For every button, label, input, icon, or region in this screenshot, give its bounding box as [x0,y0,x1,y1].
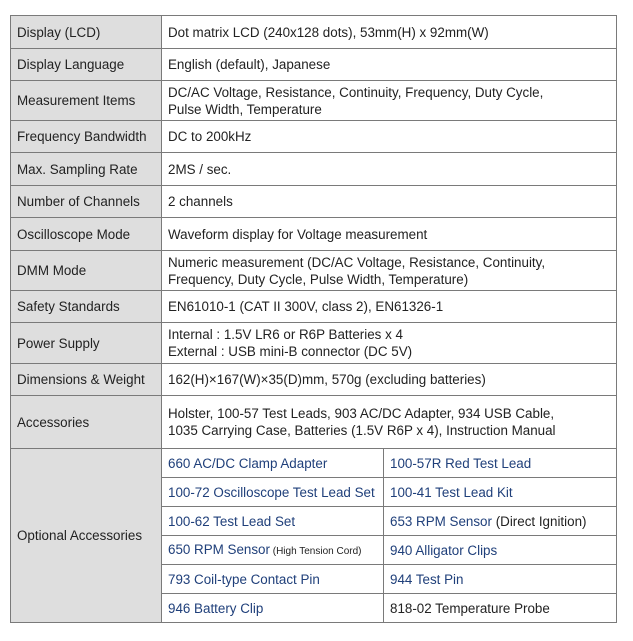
optional-item [162,594,384,623]
spec-label: Safety Standards [11,291,162,323]
spec-value-line: Waveform display for Voltage measurement [168,226,428,242]
optional-item [384,478,617,507]
optional-item [384,449,617,478]
spec-value [162,291,617,323]
optional-item-name: 100-41 Test Lead Kit [390,484,513,500]
spec-row-number-of-channels [11,186,617,218]
spec-row-power-supply [11,323,617,364]
optional-item-name: 100-57R Red Test Lead [390,455,532,471]
spec-value [162,153,617,186]
optional-item [384,565,617,594]
spec-label: Accessories [11,396,162,449]
optional-item-name: 946 Battery Clip [168,600,264,616]
spec-row-oscilloscope-mode [11,218,617,251]
spec-label: DMM Mode [11,251,162,291]
spec-value-line: 162(H)×167(W)×35(D)mm, 570g (excluding batteries) [168,372,486,387]
spec-value [162,121,617,153]
spec-row-max-sampling-rate [11,153,617,186]
optional-item-name: 940 Alligator Clips [390,542,498,558]
optional-item [162,449,384,478]
spec-label: Number of Channels [11,186,162,218]
spec-row-safety-standards [11,291,617,323]
optional-item [384,507,617,536]
optional-accessories-label: Optional Accessories [11,449,162,623]
optional-item-name: 653 RPM Sensor [390,513,492,529]
spec-row-measurement-items [11,81,617,121]
spec-value-line: DC to 200kHz [168,129,252,144]
spec-value [162,323,617,364]
spec-value-line: Internal : 1.5V LR6 or R6P Batteries x 4 [168,327,403,342]
spec-value [162,396,617,449]
optional-item [162,478,384,507]
spec-row-dmm-mode [11,251,617,291]
spec-row-frequency-bandwidth [11,121,617,153]
spec-value [162,218,617,251]
spec-label: Oscilloscope Mode [11,218,162,251]
spec-value [162,251,617,291]
spec-label: Dimensions & Weight [11,364,162,396]
spec-value [162,364,617,396]
optional-item-name: 818-02 Temperature Probe [390,600,550,616]
spec-value-line: Dot matrix LCD (240x128 dots), 53mm(H) x 92mm(W) [168,24,489,40]
optional-item-name: 660 AC/DC Clamp Adapter [168,455,328,471]
optional-item [384,536,617,565]
optional-row [11,449,617,478]
spec-value-line: Numeric measurement (DC/AC Voltage, Resistance, Continuity, [168,254,546,270]
spec-label: Display Language [11,49,162,81]
optional-item [162,565,384,594]
spec-label: Frequency Bandwidth [11,121,162,153]
spec-row-dimensions-weight [11,364,617,396]
spec-value-line: Holster, 100-57 Test Leads, 903 AC/DC Adapter, 934 USB Cable, [168,406,555,421]
spec-value-line: EN61010-1 (CAT II 300V, class 2), EN61326-1 [168,299,444,314]
optional-item-name: 793 Coil-type Contact Pin [168,571,320,587]
spec-row-display-language [11,49,617,81]
spec-value-line: 1035 Carrying Case, Batteries (1.5V R6P x 4), Instruction Manual [168,423,556,438]
spec-value-line: DC/AC Voltage, Resistance, Continuity, Frequency, Duty Cycle, [168,84,544,100]
spec-label: Power Supply [11,323,162,364]
spec-table [10,15,617,623]
optional-item-name: 944 Test Pin [390,571,464,587]
spec-value-line: Pulse Width, Temperature [168,101,322,117]
optional-item-name: 650 RPM Sensor [168,541,270,557]
optional-item [162,507,384,536]
spec-label: Max. Sampling Rate [11,153,162,186]
spec-value [162,81,617,121]
optional-item-note: (High Tension Cord) [269,545,362,557]
spec-value-line: Frequency, Duty Cycle, Pulse Width, Temperature) [168,271,469,287]
optional-item [162,536,384,565]
spec-value [162,49,617,81]
spec-value [162,16,617,49]
spec-row-accessories [11,396,617,449]
optional-item [384,594,617,623]
spec-value [162,186,617,218]
spec-label: Measurement Items [11,81,162,121]
spec-value-line: 2MS / sec. [168,161,232,177]
spec-value-line: External : USB mini-B connector (DC 5V) [168,344,413,359]
spec-value-line: English (default), Japanese [168,57,331,72]
optional-item-name: 100-62 Test Lead Set [168,513,296,529]
optional-item-name: 100-72 Oscilloscope Test Lead Set [168,484,375,500]
spec-value-line: 2 channels [168,194,233,209]
optional-item-note: (Direct Ignition) [491,513,587,529]
spec-label: Display (LCD) [11,16,162,49]
spec-row-display-lcd [11,16,617,49]
